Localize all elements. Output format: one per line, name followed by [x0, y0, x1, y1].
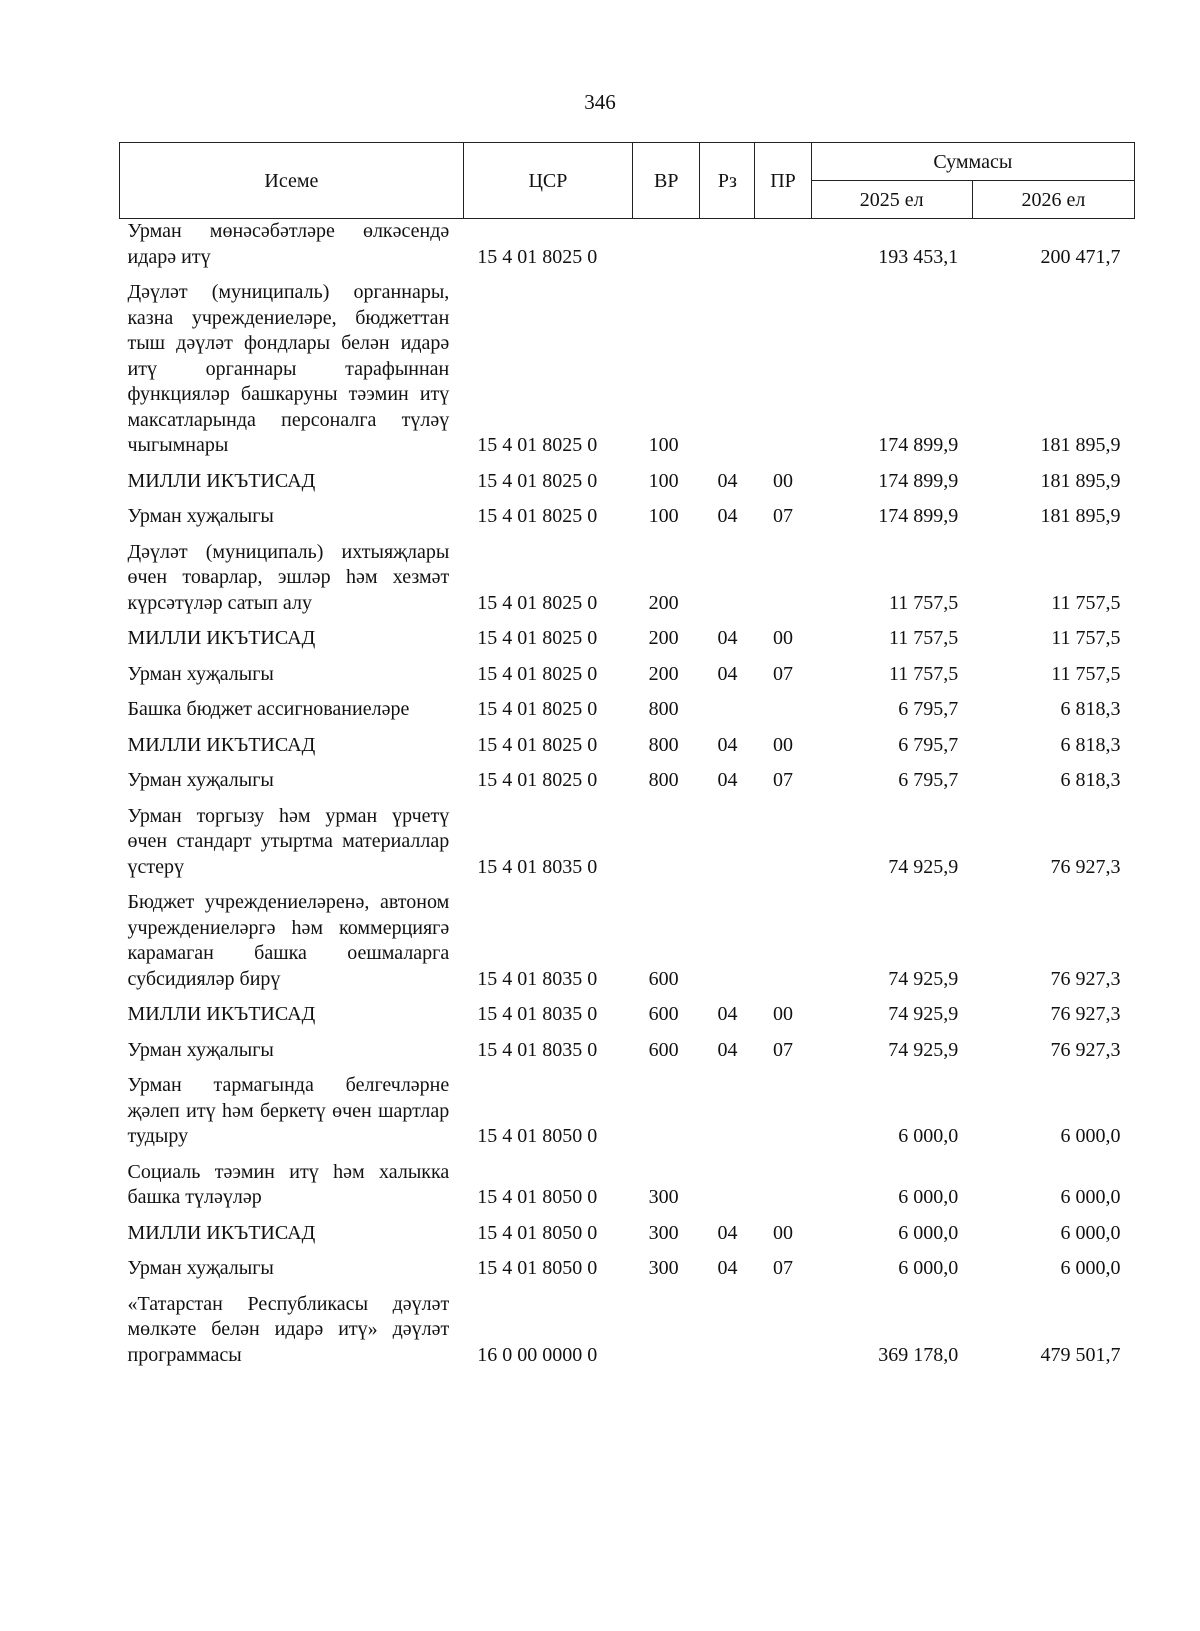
row-sum-2026: 6 000,0	[1060, 1257, 1121, 1279]
table-body	[120, 219, 1135, 1374]
row-sum-2026: 6 818,3	[1060, 733, 1121, 756]
row-sum-2025: 11 757,5	[888, 591, 959, 614]
row-name: МИЛЛИ ИКЪТИСАД	[127, 469, 316, 492]
row-rz: 04	[717, 469, 738, 492]
row-csr: 15 4 01 8025 0	[477, 698, 598, 720]
row-name: Урман хуҗалыгы	[127, 769, 274, 791]
row-csr: 15 4 01 8050 0	[477, 1186, 598, 1208]
row-csr: 15 4 01 8035 0	[477, 1003, 598, 1025]
row-pr: 07	[773, 1038, 794, 1061]
row-vr: 800	[648, 769, 679, 791]
header-year-2026: 2026 ел	[972, 181, 1134, 219]
row-csr: 15 4 01 8050 0	[477, 1125, 598, 1147]
table-row	[120, 885, 1135, 997]
row-name: МИЛЛИ ИКЪТИСАД	[127, 627, 316, 649]
row-name: Урман хуҗалыгы	[127, 1257, 274, 1279]
row-sum-2025: 11 757,5	[888, 662, 959, 685]
header-rz: Рз	[700, 143, 755, 219]
row-vr: 800	[648, 733, 679, 756]
row-vr: 100	[648, 505, 679, 527]
row-csr: 15 4 01 8050 0	[477, 1257, 598, 1279]
table-row	[120, 728, 1135, 764]
row-sum-2025: 74 925,9	[888, 1038, 959, 1061]
row-pr	[755, 799, 811, 886]
budget-table	[119, 142, 1135, 1373]
row-rz: 04	[717, 662, 738, 685]
row-name: МИЛЛИ ИКЪТИСАД	[127, 1221, 316, 1244]
header-csr: ЦСР	[463, 143, 632, 219]
table-row	[120, 997, 1135, 1033]
table-row	[120, 1155, 1135, 1216]
table-row	[120, 1033, 1135, 1069]
row-name: Социаль тәэмин итү һәм халыкка башка түләүләр	[127, 1160, 450, 1208]
row-rz	[700, 535, 755, 622]
row-sum-2026: 6 000,0	[1060, 1221, 1121, 1244]
row-pr: 00	[773, 469, 794, 492]
row-name: МИЛЛИ ИКЪТИСАД	[127, 1003, 316, 1025]
table-row	[120, 275, 1135, 464]
row-sum-2025: 174 899,9	[878, 469, 959, 492]
row-name: Бюджет учреждениеләренә, автоном учреждениеләргә һәм коммерциягә карамаган башка оешмаларга субсидияләр бирү	[127, 891, 450, 990]
row-rz: 04	[717, 769, 738, 791]
row-csr: 15 4 01 8035 0	[477, 967, 598, 990]
row-csr: 15 4 01 8025 0	[477, 469, 598, 492]
row-vr: 200	[648, 627, 679, 649]
row-sum-2026: 76 927,3	[1050, 1038, 1121, 1061]
row-rz: 04	[717, 1257, 738, 1279]
row-vr	[633, 1287, 700, 1374]
row-name: Урман хуҗалыгы	[127, 505, 274, 527]
row-name: Урман хуҗалыгы	[127, 662, 274, 685]
row-pr	[755, 219, 811, 276]
row-pr	[755, 275, 811, 464]
row-rz	[700, 885, 755, 997]
row-vr	[633, 219, 700, 276]
row-sum-2026: 76 927,3	[1050, 855, 1121, 878]
row-csr: 15 4 01 8025 0	[477, 627, 598, 649]
row-sum-2026: 6 000,0	[1060, 1125, 1121, 1147]
row-sum-2025: 74 925,9	[888, 855, 959, 878]
row-rz: 04	[717, 505, 738, 527]
row-name: МИЛЛИ ИКЪТИСАД	[127, 733, 316, 756]
row-csr: 15 4 01 8025 0	[477, 733, 598, 756]
row-vr: 800	[648, 698, 679, 720]
row-pr: 07	[773, 769, 794, 791]
row-sum-2026: 11 757,5	[1051, 662, 1121, 685]
row-vr: 300	[648, 1221, 679, 1244]
row-pr: 00	[773, 733, 794, 756]
row-vr: 100	[648, 434, 679, 456]
header-vr: ВР	[633, 143, 700, 219]
row-vr: 200	[648, 662, 679, 685]
row-pr: 07	[773, 1257, 794, 1279]
row-rz: 04	[717, 627, 738, 649]
row-rz	[700, 799, 755, 886]
row-csr: 15 4 01 8025 0	[477, 591, 598, 614]
table-row	[120, 763, 1135, 799]
row-pr	[755, 1287, 811, 1374]
row-sum-2026: 479 501,7	[1040, 1343, 1121, 1366]
table-row	[120, 219, 1135, 276]
row-sum-2025: 193 453,1	[878, 245, 959, 268]
row-sum-2026: 6 818,3	[1060, 769, 1121, 791]
header-year-2025: 2025 ел	[811, 181, 972, 219]
table-row	[120, 499, 1135, 535]
row-sum-2025: 6 795,7	[898, 698, 959, 720]
header-name: Исеме	[120, 143, 464, 219]
row-vr: 600	[648, 967, 679, 990]
row-pr	[755, 535, 811, 622]
row-csr: 15 4 01 8025 0	[477, 662, 598, 685]
row-vr	[633, 1068, 700, 1155]
row-sum-2026: 200 471,7	[1040, 245, 1121, 268]
header-pr: ПР	[755, 143, 811, 219]
row-name: Урман хуҗалыгы	[127, 1038, 274, 1061]
row-name: «Татарстан Республикасы дәүләт мөлкәте белән идарә итү» дәүләт программасы	[127, 1292, 450, 1366]
row-rz	[700, 219, 755, 276]
row-sum-2025: 6 795,7	[898, 733, 959, 756]
row-sum-2025: 11 757,5	[888, 627, 959, 649]
row-rz	[700, 1068, 755, 1155]
page-number: 346	[584, 90, 616, 114]
row-sum-2026: 6 818,3	[1060, 698, 1121, 720]
table-row	[120, 692, 1135, 728]
row-sum-2026: 11 757,5	[1051, 591, 1121, 614]
row-vr: 300	[648, 1186, 679, 1208]
table-row	[120, 1216, 1135, 1252]
row-sum-2025: 74 925,9	[888, 1003, 959, 1025]
row-pr: 00	[773, 1221, 794, 1244]
row-sum-2025: 6 000,0	[898, 1186, 959, 1208]
row-vr	[633, 799, 700, 886]
row-pr	[755, 1155, 811, 1216]
row-name: Дәүләт (муниципаль) органнары, казна учреждениеләре, бюджеттан тыш дәүләт фондлары белән идарә итү органнары тарафыннан функцияләр башкаруны тәэмин итү максатларында персоналга түләү чыгымнары	[127, 281, 450, 456]
row-pr: 00	[773, 1003, 794, 1025]
table-row	[120, 464, 1135, 500]
row-pr: 07	[773, 505, 794, 527]
table-row	[120, 535, 1135, 622]
row-sum-2026: 6 000,0	[1060, 1186, 1121, 1208]
row-sum-2026: 11 757,5	[1051, 627, 1121, 649]
row-vr: 600	[648, 1038, 679, 1061]
row-rz: 04	[717, 733, 738, 756]
table-row	[120, 1068, 1135, 1155]
row-sum-2026: 181 895,9	[1040, 434, 1121, 456]
row-rz	[700, 275, 755, 464]
row-rz	[700, 692, 755, 728]
row-csr: 15 4 01 8035 0	[477, 1038, 598, 1061]
row-name: Урман тармагында белгечләрне җәлеп итү һәм беркетү өчен шартлар тудыру	[127, 1074, 450, 1147]
table-header	[120, 143, 1135, 219]
row-pr	[755, 692, 811, 728]
row-csr: 16 0 00 0000 0	[477, 1343, 598, 1366]
row-sum-2026: 181 895,9	[1040, 469, 1121, 492]
row-sum-2026: 181 895,9	[1040, 505, 1121, 527]
row-csr: 15 4 01 8025 0	[477, 245, 598, 268]
header-sums: Суммасы	[811, 143, 1134, 181]
row-rz: 04	[717, 1038, 738, 1061]
row-sum-2025: 6 000,0	[898, 1257, 959, 1279]
row-vr: 200	[648, 591, 679, 614]
table-row	[120, 1251, 1135, 1287]
table-row	[120, 657, 1135, 693]
row-pr: 00	[773, 627, 794, 649]
row-csr: 15 4 01 8025 0	[477, 769, 598, 791]
table-row	[120, 799, 1135, 886]
row-csr: 15 4 01 8050 0	[477, 1221, 598, 1244]
row-name: Башка бюджет ассигнованиеләре	[127, 698, 410, 720]
row-pr	[755, 1068, 811, 1155]
row-vr: 100	[648, 469, 679, 492]
row-csr: 15 4 01 8025 0	[477, 505, 598, 527]
row-sum-2026: 76 927,3	[1050, 967, 1121, 990]
row-vr: 600	[648, 1003, 679, 1025]
row-sum-2025: 369 178,0	[878, 1343, 959, 1366]
row-pr: 07	[773, 662, 794, 685]
row-sum-2025: 174 899,9	[878, 434, 959, 456]
row-sum-2026: 76 927,3	[1050, 1003, 1121, 1025]
row-rz: 04	[717, 1003, 738, 1025]
row-name: Дәүләт (муниципаль) ихтыяҗлары өчен товарлар, эшләр һәм хезмәт күрсәтүләр сатып алу	[127, 540, 450, 614]
row-name: Урман торгызу һәм урман үрчетү өчен стандарт утыртма материаллар үстерү	[127, 804, 450, 878]
row-sum-2025: 6 000,0	[898, 1125, 959, 1147]
table-row	[120, 1287, 1135, 1374]
row-csr: 15 4 01 8025 0	[477, 434, 598, 456]
row-name: Урман мөнәсәбәтләре өлкәсендә идарә итү	[127, 220, 450, 268]
table-row	[120, 621, 1135, 657]
row-pr	[755, 885, 811, 997]
row-sum-2025: 6 000,0	[898, 1221, 959, 1244]
row-sum-2025: 74 925,9	[888, 967, 959, 990]
row-vr: 300	[648, 1257, 679, 1279]
row-sum-2025: 174 899,9	[878, 505, 959, 527]
row-rz	[700, 1287, 755, 1374]
row-rz: 04	[717, 1221, 738, 1244]
row-sum-2025: 6 795,7	[898, 769, 959, 791]
row-csr: 15 4 01 8035 0	[477, 855, 598, 878]
row-rz	[700, 1155, 755, 1216]
